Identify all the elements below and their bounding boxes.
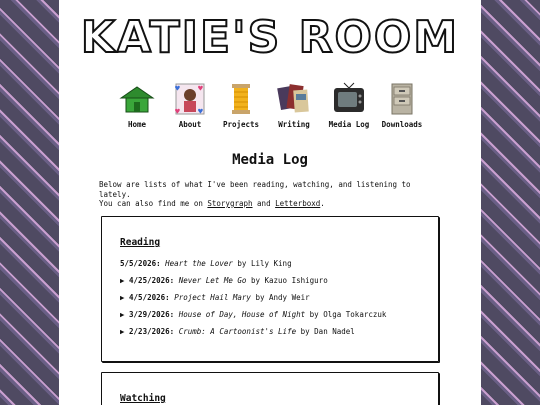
svg-text:♥: ♥ <box>198 84 203 93</box>
nav-media-log[interactable] <box>319 82 379 129</box>
svg-text:♥: ♥ <box>175 107 180 116</box>
list-item[interactable] <box>120 276 328 285</box>
entry-author: by Lily King <box>232 259 292 268</box>
list-item[interactable] <box>120 293 310 302</box>
main-nav <box>59 82 481 130</box>
entry-date: 5/5/2026: <box>120 259 161 268</box>
list-item[interactable] <box>120 310 386 319</box>
nav-label: Writing <box>278 120 310 129</box>
site-title: KATIE'S ROOM <box>80 12 460 63</box>
svg-text:♥: ♥ <box>198 107 203 116</box>
intro-middle: and <box>252 199 276 208</box>
entry-author: by Andy Weir <box>250 293 310 302</box>
entry-author: by Kazuo Ishiguro <box>246 276 328 285</box>
svg-text:♥: ♥ <box>175 84 180 93</box>
list-item[interactable] <box>120 327 355 336</box>
file-cabinet-icon <box>384 82 420 116</box>
intro-text <box>99 180 445 209</box>
entry-date: 4/25/2026: <box>129 276 175 285</box>
nav-label: About <box>178 120 202 129</box>
nav-writing[interactable] <box>264 82 324 129</box>
watching-heading: Watching <box>120 393 166 404</box>
nav-downloads[interactable] <box>372 82 432 129</box>
intro-line <box>99 199 445 209</box>
entry-date: 3/29/2026: <box>129 310 175 319</box>
intro-prefix: You can also find me on <box>99 199 208 208</box>
books-icon <box>276 82 312 116</box>
entry-date: 2/23/2026: <box>129 327 175 336</box>
entry-title: Crumb: A Cartoonist's Life <box>178 327 297 336</box>
entry-title: Project Hail Mary <box>174 293 251 302</box>
nav-label: Downloads <box>381 120 423 129</box>
television-icon <box>331 82 367 116</box>
nav-home[interactable] <box>107 82 167 129</box>
intro-suffix: . <box>320 199 325 208</box>
expand-marker: ▶ <box>120 293 130 302</box>
entry-author: by Olga Tokarczuk <box>305 310 387 319</box>
expand-marker: ▶ <box>120 276 130 285</box>
expand-marker: ▶ <box>120 327 130 336</box>
page-title: Media Log <box>232 152 308 168</box>
entry-title: House of Day, House of Night <box>178 310 306 319</box>
house-icon <box>119 82 155 116</box>
reading-heading: Reading <box>120 237 161 248</box>
nav-label: Media Log <box>328 120 370 129</box>
nav-label: Home <box>127 120 147 129</box>
storygraph-link[interactable]: Storygraph <box>207 199 253 208</box>
page-content <box>59 0 481 405</box>
entry-title: Heart the Lover <box>165 259 233 268</box>
nav-label: Projects <box>222 120 260 129</box>
list-item[interactable] <box>120 259 292 268</box>
watching-section <box>101 372 439 405</box>
thread-spool-icon <box>223 82 259 116</box>
entry-date: 4/5/2026: <box>129 293 170 302</box>
entry-title: Never Let Me Go <box>178 276 247 285</box>
portrait-hearts-icon <box>172 82 208 116</box>
letterboxd-link[interactable]: Letterboxd <box>275 199 321 208</box>
expand-marker: ▶ <box>120 310 130 319</box>
reading-section <box>101 216 439 362</box>
nav-projects[interactable] <box>211 82 271 129</box>
intro-line: Below are lists of what I've been reading, watching, and listening to lately. <box>99 180 411 199</box>
entry-author: by Dan Nadel <box>296 327 355 336</box>
